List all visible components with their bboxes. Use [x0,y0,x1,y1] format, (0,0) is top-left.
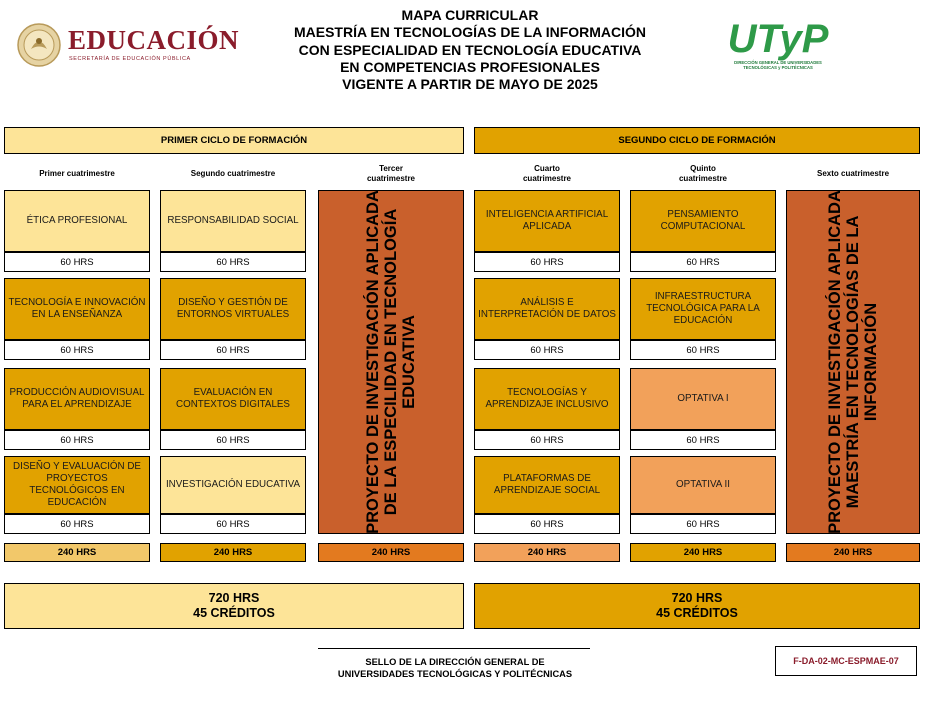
subject-cell: EVALUACIÓN EN CONTEXTOS DIGITALES [160,368,306,430]
hours-cell: 60 HRS [160,340,306,360]
utp-caption-line: DIRECCIÓN GENERAL DE UNIVERSIDADES [734,60,822,65]
subject-cell: RESPONSABILIDAD SOCIAL [160,190,306,252]
term-total: 240 HRS [4,543,150,562]
national-seal-icon [16,22,62,68]
column-heading-4 [474,160,620,188]
elective-cell: OPTATIVA I [630,368,776,430]
total-hours: 720 HRS [208,591,260,605]
subject-cell: PLATAFORMAS DE APRENDIZAJE SOCIAL [474,456,620,514]
hours-cell: 60 HRS [4,430,150,450]
title-line: EN COMPETENCIAS PROFESIONALES [340,58,600,75]
utp-logo-icon [727,16,829,61]
utp-caption-line: TECNOLÓGICAS y POLITÉCNICAS [743,65,813,70]
sep-logo-subtitle: SECRETARÍA DE EDUCACIÓN PÚBLICA [69,56,191,62]
column-heading-6: Sexto cuatrimestre [816,169,890,178]
document-code: F-DA-02-MC-ESPMAE-07 [775,646,917,676]
column-heading-2: Segundo cuatrimestre [190,169,276,178]
document-title [250,7,690,93]
hours-cell: 60 HRS [474,430,620,450]
research-project-specialty [318,190,464,534]
term-total: 240 HRS [630,543,776,562]
subject-cell: ANÁLISIS E INTERPRETACIÓN DE DATOS [474,278,620,340]
column-heading-line: Cuarto [534,164,560,173]
sep-logo-text: EDUCACIÓN [68,25,240,55]
hours-cell: 60 HRS [4,514,150,534]
term-total: 240 HRS [786,543,920,562]
title-line: CON ESPECIALIDAD EN TECNOLOGÍA EDUCATIVA [298,41,642,58]
term-total: 240 HRS [474,543,620,562]
sep-logo [16,22,240,70]
utp-logo-caption [728,60,828,70]
hours-cell: 60 HRS [160,252,306,272]
first-cycle-total [4,583,464,629]
research-project-specialty-label: PROYECTO DE INVESTIGACIÓN APLICADA DE LA ESPECILIDAD EN TECNOLOGÍA EDUCATIVA [364,190,418,534]
first-cycle-header: PRIMER CICLO DE FORMACIÓN [4,127,464,154]
subject-cell: INTELIGENCIA ARTIFICIAL APLICADA [474,190,620,252]
hours-cell: 60 HRS [160,514,306,534]
title-line: VIGENTE A PARTIR DE MAYO DE 2025 [342,76,598,93]
research-project-masters [786,190,920,534]
column-heading-line: Quinto [690,164,716,173]
hours-cell: 60 HRS [630,514,776,534]
hours-cell: 60 HRS [630,430,776,450]
subject-cell: TECNOLOGÍAS Y APRENDIZAJE INCLUSIVO [474,368,620,430]
utp-logo [728,16,828,76]
total-hours: 720 HRS [671,591,723,605]
column-heading-line: Tercer [379,164,403,173]
hours-cell: 60 HRS [630,252,776,272]
second-cycle-total [474,583,920,629]
hours-cell: 60 HRS [630,340,776,360]
hours-cell: 60 HRS [474,340,620,360]
subject-cell: INFRAESTRUCTURA TECNOLÓGICA PARA LA EDUCACIÓN [630,278,776,340]
hours-cell: 60 HRS [474,252,620,272]
second-cycle-header: SEGUNDO CICLO DE FORMACIÓN [474,127,920,154]
research-project-masters-label: PROYECTO DE INVESTIGACIÓN APLICADA MAESTRÍA EN TECNOLOGÍAS DE LA INFORMACIÓN [826,190,880,534]
utp-logo-mark: UTyP [727,17,829,61]
subject-cell: PRODUCCIÓN AUDIOVISUAL PARA EL APRENDIZAJE [4,368,150,430]
column-heading-1: Primer cuatrimestre [39,169,115,178]
column-heading-line: cuatrimestre [366,174,416,183]
hours-cell: 60 HRS [474,514,620,534]
signature-line [318,648,590,649]
hours-cell: 60 HRS [4,340,150,360]
term-total: 240 HRS [160,543,306,562]
column-heading-line: cuatrimestre [678,174,728,183]
subject-cell: DISEÑO Y GESTIÓN DE ENTORNOS VIRTUALES [160,278,306,340]
subject-cell: TECNOLOGÍA E INNOVACIÓN EN LA ENSEÑANZA [4,278,150,340]
total-credits: 45 CRÉDITOS [193,606,275,620]
seal-caption-line: SELLO DE LA DIRECCIÓN GENERAL DE [365,657,545,667]
column-heading-line: cuatrimestre [522,174,572,183]
subject-cell: INVESTIGACIÓN EDUCATIVA [160,456,306,514]
subject-cell: ÉTICA PROFESIONAL [4,190,150,252]
subject-cell: PENSAMIENTO COMPUTACIONAL [630,190,776,252]
seal-caption-line: UNIVERSIDADES TECNOLÓGICAS Y POLITÉCNICAS [337,668,573,679]
hours-cell: 60 HRS [160,430,306,450]
hours-cell: 60 HRS [4,252,150,272]
subject-cell: DISEÑO Y EVALUACIÓN DE PROYECTOS TECNOLÓGICOS EN EDUCACIÓN [4,456,150,514]
seal-caption [290,657,620,680]
elective-cell: OPTATIVA II [630,456,776,514]
total-credits: 45 CRÉDITOS [656,606,738,620]
term-total: 240 HRS [318,543,464,562]
column-heading-5 [630,160,776,188]
title-line: MAPA CURRICULAR [401,7,539,23]
title-line: MAESTRÍA EN TECNOLOGÍAS DE LA INFORMACIÓN [293,24,647,41]
column-heading-3 [318,160,464,188]
